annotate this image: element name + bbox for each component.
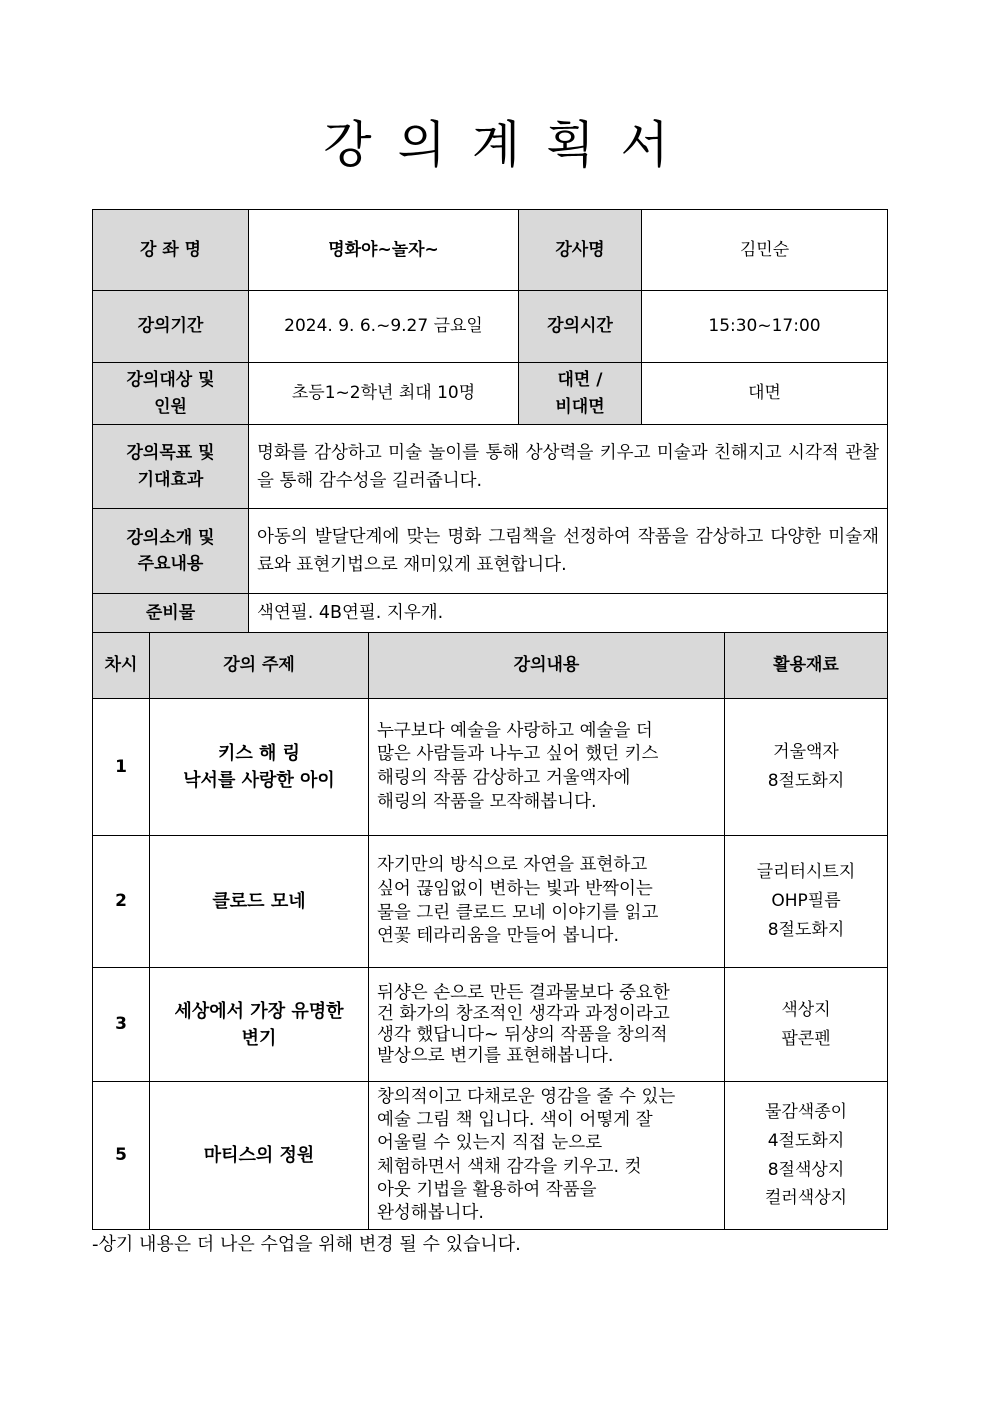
table-row [93, 699, 888, 836]
session-topic-line-1: 클로드 모네 [212, 891, 306, 912]
content-line: 싶어 끊임없이 변하는 빛과 반짝이는 [377, 878, 653, 899]
content-line: 많은 사람들과 나누고 싶어 했던 키스 [377, 744, 659, 765]
prep-value: 색연필. 4B연필. 지우개. [249, 594, 888, 633]
session-topic [150, 1082, 369, 1230]
session-topic [150, 968, 369, 1082]
content-line: 연꽃 테라리움을 만들어 봅니다. [377, 926, 620, 947]
content-line: 건 화가의 창조적인 생각과 과정이라고 [377, 1003, 670, 1024]
content-line: 뒤샹은 손으로 만든 결과물보다 중요한 [377, 982, 670, 1003]
mode-value: 대면 [642, 363, 888, 425]
content-line: 발상으로 변기를 표현해봅니다. [377, 1045, 614, 1066]
content-line: 해링의 작품을 모작해봅니다. [377, 791, 597, 812]
material-item: 글리터시트지 [756, 862, 856, 883]
material-item: 팝콘펜 [781, 1028, 831, 1049]
goal-value: 명화를 감상하고 미술 놀이를 통해 상상력을 키우고 미술과 친해지고 시각적 관찰을 통해 감수성을 길러줍니다. [249, 425, 888, 509]
target-label-line-1: 강의대상 및 [126, 370, 215, 391]
session-topic-line-1: 키스 해 링 [217, 743, 301, 764]
header-topic: 강의 주제 [150, 633, 369, 699]
content-line: 창의적이고 다채로운 영감을 줄 수 있는 [377, 1087, 676, 1108]
instructor-label: 강사명 [519, 210, 642, 291]
table-row [93, 968, 888, 1082]
session-topic-line-2: 낙서를 사랑한 아이 [183, 770, 335, 791]
page-title: 강의계획서 [323, 116, 695, 174]
session-materials [725, 968, 888, 1082]
session-content [369, 968, 725, 1082]
material-item: 컬러색상지 [764, 1188, 848, 1209]
material-item: 4절도화지 [767, 1130, 845, 1151]
intro-label [93, 509, 249, 594]
target-value: 초등1~2학년 최대 10명 [249, 363, 519, 425]
session-no: 3 [93, 968, 150, 1082]
goal-label-line-2: 기대효과 [137, 469, 204, 490]
content-line: 완성해봅니다. [377, 1202, 484, 1223]
session-content [369, 1082, 725, 1230]
footnote: -상기 내용은 더 나은 수업을 위해 변경 될 수 있습니다. [92, 1234, 521, 1255]
goal-label [93, 425, 249, 509]
content-line: 물을 그린 클로드 모네 이야기를 읽고 [377, 902, 659, 923]
period-label: 강의기간 [93, 291, 249, 363]
content-line: 해링의 작품 감상하고 거울액자에 [377, 768, 631, 788]
course-name-label: 강 좌 명 [93, 210, 249, 291]
content-line: 어울릴 수 있는지 직접 눈으로 [377, 1133, 603, 1154]
target-label [93, 363, 249, 425]
header-materials: 활용재료 [725, 633, 888, 699]
material-item: 색상지 [781, 999, 831, 1020]
table-row [93, 836, 888, 968]
content-line: 생각 했답니다~ 뒤샹의 작품을 창의적 [377, 1024, 668, 1045]
session-topic [150, 699, 369, 836]
session-topic-line-2: 변기 [241, 1027, 277, 1049]
session-materials [725, 699, 888, 836]
intro-value: 아동의 발달단계에 맞는 명화 그림책을 선정하여 작품을 감상하고 다양한 미술재료와 표현기법으로 재미있게 표현합니다. [249, 509, 888, 594]
header-content: 강의내용 [369, 633, 725, 699]
material-item: 거울액자 [773, 742, 839, 763]
session-topic-line-1: 세상에서 가장 유명한 [174, 1000, 344, 1022]
course-info-table [92, 209, 888, 633]
table-row [93, 1082, 888, 1230]
session-materials [725, 836, 888, 968]
content-line: 자기만의 방식으로 자연을 표현하고 [377, 855, 648, 876]
session-topic [150, 836, 369, 968]
time-value: 15:30~17:00 [642, 291, 888, 363]
target-label-line-2: 인원 [154, 396, 187, 417]
material-item: OHP필름 [771, 891, 841, 912]
material-item: 8절도화지 [767, 771, 845, 791]
session-content [369, 836, 725, 968]
intro-label-line-1: 강의소개 및 [126, 527, 215, 548]
material-item: 8절색상지 [767, 1159, 845, 1180]
content-line: 체험하면서 색채 감각을 키우고. 컷 [377, 1156, 642, 1177]
prep-label: 준비물 [93, 594, 249, 633]
course-name-value: 명화야~놀자~ [249, 210, 519, 291]
sessions-table [92, 632, 888, 1230]
session-no: 5 [93, 1082, 150, 1230]
session-no: 2 [93, 836, 150, 968]
material-item: 물감색종이 [764, 1101, 848, 1122]
content-line: 누구보다 예술을 사랑하고 예술을 더 [377, 720, 653, 741]
goal-label-line-1: 강의목표 및 [126, 443, 215, 464]
mode-label-line-1: 대면 / [557, 370, 603, 391]
session-no: 1 [93, 699, 150, 836]
instructor-value: 김민순 [642, 210, 888, 291]
time-label: 강의시간 [519, 291, 642, 363]
content-line: 예술 그림 책 입니다. 색이 어떻게 잘 [377, 1110, 653, 1131]
period-value: 2024. 9. 6.~9.27 금요일 [249, 291, 519, 363]
material-item: 8절도화지 [767, 919, 845, 940]
session-content [369, 699, 725, 836]
mode-label [519, 363, 642, 425]
session-materials [725, 1082, 888, 1230]
session-topic-line-1: 마티스의 정원 [203, 1145, 315, 1166]
intro-label-line-2: 주요내용 [137, 554, 204, 574]
mode-label-line-2: 비대면 [555, 396, 605, 417]
content-line: 아웃 기법을 활용하여 작품을 [377, 1179, 597, 1200]
header-session-no: 차시 [93, 633, 150, 699]
